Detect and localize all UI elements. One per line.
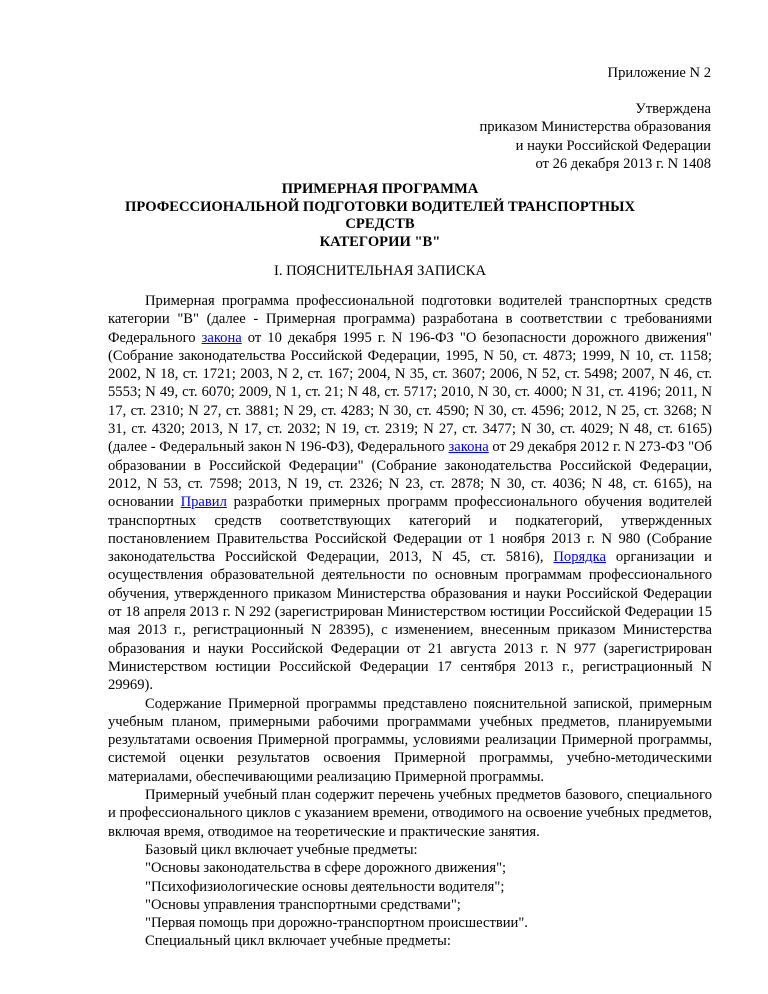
approval-block xyxy=(479,100,711,173)
text-run: разработки примерных программ профессионального обучения водителей транспортных средств соответствующих категорий и подкатегорий, утвержденных постановлением Правительства Российской Федерации от 1 ноября 2013 г. N 980 (Собрание законодательства Российской Федерации, 2013, N 45, ст. 5816), xyxy=(108,494,712,566)
title-line: ПРОФЕССИОНАЛЬНОЙ ПОДГОТОВКИ ВОДИТЕЛЕЙ ТРАНСПОРТНЫХ xyxy=(125,198,635,215)
rules-link[interactable]: Правил xyxy=(180,494,227,511)
appendix-label: Приложение N 2 xyxy=(607,65,711,81)
document-title xyxy=(110,181,650,251)
approval-line: и науки Российской Федерации xyxy=(515,137,711,154)
text-run: от 29 декабря 2012 г. N 273-ФЗ "Об образовании в Российской Федерации" (Собрание законодательства Российской Федерации, 2012, N 53, ст. 7598; 2013, N 19, ст. 2326; N 23, ст. 2878; N 30, ст. 4036; N 48, ст. 6165), на основании xyxy=(108,439,712,511)
approval-line: приказом Министерства образования xyxy=(479,119,711,136)
base-cycle-intro: Базовый цикл включает учебные предметы: xyxy=(145,841,418,858)
list-item: "Первая помощь при дорожно-транспортном происшествии". xyxy=(145,915,528,932)
list-item: "Психофизиологические основы деятельности водителя"; xyxy=(145,878,505,895)
approval-line: от 26 декабря 2013 г. N 1408 xyxy=(535,155,711,172)
title-line: ПРИМЕРНАЯ ПРОГРАММА xyxy=(281,181,479,197)
special-cycle-intro: Специальный цикл включает учебные предметы: xyxy=(145,933,451,950)
paragraph-curriculum: Примерный учебный план содержит перечень учебных предметов базового, специального и профессионального циклов с указанием времени, отводимого на освоение учебных предметов, включая время, отводимое на теоретические и практические занятия. xyxy=(108,787,712,840)
approval-line: Утверждена xyxy=(635,101,711,117)
text-run: Примерная программа профессиональной подготовки водителей транспортных средств категории "B" (далее - Примерная программа) разработана в соответствии с требованиями Федерального xyxy=(108,293,712,346)
text-run: от 10 декабря 1995 г. N 196-ФЗ "О безопасности дорожного движения" (Собрание законодательства Российской Федерации, 1995, N 50, ст. 4873; 1999, N 10, ст. 1158; 2002, N 18, ст. 1721; 2003, N 2, ст. 167; 2004, N 35, ст. 3607; 2006, N 52, ст. 5498; 2007, N 46, ст. 5553; N 49, ст. 6070; 2009, N 1, ст. 21; N 48, ст. 5717; 2010, N 30, ст. 4000; N 31, ст. 4196; 2011, N 17, ст. 2310; N 27, ст. 3881; N 29, ст. 4283; N 30, ст. 4590; N 30, ст. 4596; 2012, N 25, ст. 3268; N 31, ст. 4320; 2013, N 17, ст. 2032; N 19, ст. 2319; N 27, ст. 3477; N 30, ст. 4029; N 48, ст. 6165) (далее - Федеральный закон N 196-ФЗ), Федерального xyxy=(108,329,712,456)
title-line: КАТЕГОРИИ "B" xyxy=(319,233,441,250)
title-line: СРЕДСТВ xyxy=(345,216,415,233)
paragraph-legal-basis xyxy=(108,292,712,695)
text-run: организации и осуществления образовательной деятельности по основным программам профессионального обучения, утвержденного приказом Министерства образования и науки Российской Федерации от 18 апреля 2013 г. N 292 (зарегистрирован Министерством юстиции Российской Федерации 15 мая 2013 г., регистрационный N 28395), с изменением, внесенным приказом Министерства образования и науки Российской Федерации от 21 августа 2013 г. N 977 (зарегистрирован Министерством юстиции Российской Федерации 17 сентября 2013 г., регистрационный N 29969). xyxy=(108,549,712,694)
law-link[interactable]: закона xyxy=(201,329,242,346)
document-body xyxy=(108,292,712,951)
paragraph-content: Содержание Примерной программы представлено пояснительной запиской, примерным учебным планом, примерными рабочими программами учебных предметов, планируемыми результатами освоения Примерной программы, условиями реализации Примерной программы, системой оценки результатов освоения Примерной программы, учебно-методическими материалами, обеспечивающими реализацию Примерной программы. xyxy=(108,695,712,785)
list-item: "Основы управления транспортными средствами"; xyxy=(145,896,461,913)
section-heading: I. ПОЯСНИТЕЛЬНАЯ ЗАПИСКА xyxy=(273,263,487,279)
law-link[interactable]: закона xyxy=(448,439,489,456)
procedure-link[interactable]: Порядка xyxy=(553,549,607,566)
list-item: "Основы законодательства в сфере дорожного движения"; xyxy=(145,860,507,877)
